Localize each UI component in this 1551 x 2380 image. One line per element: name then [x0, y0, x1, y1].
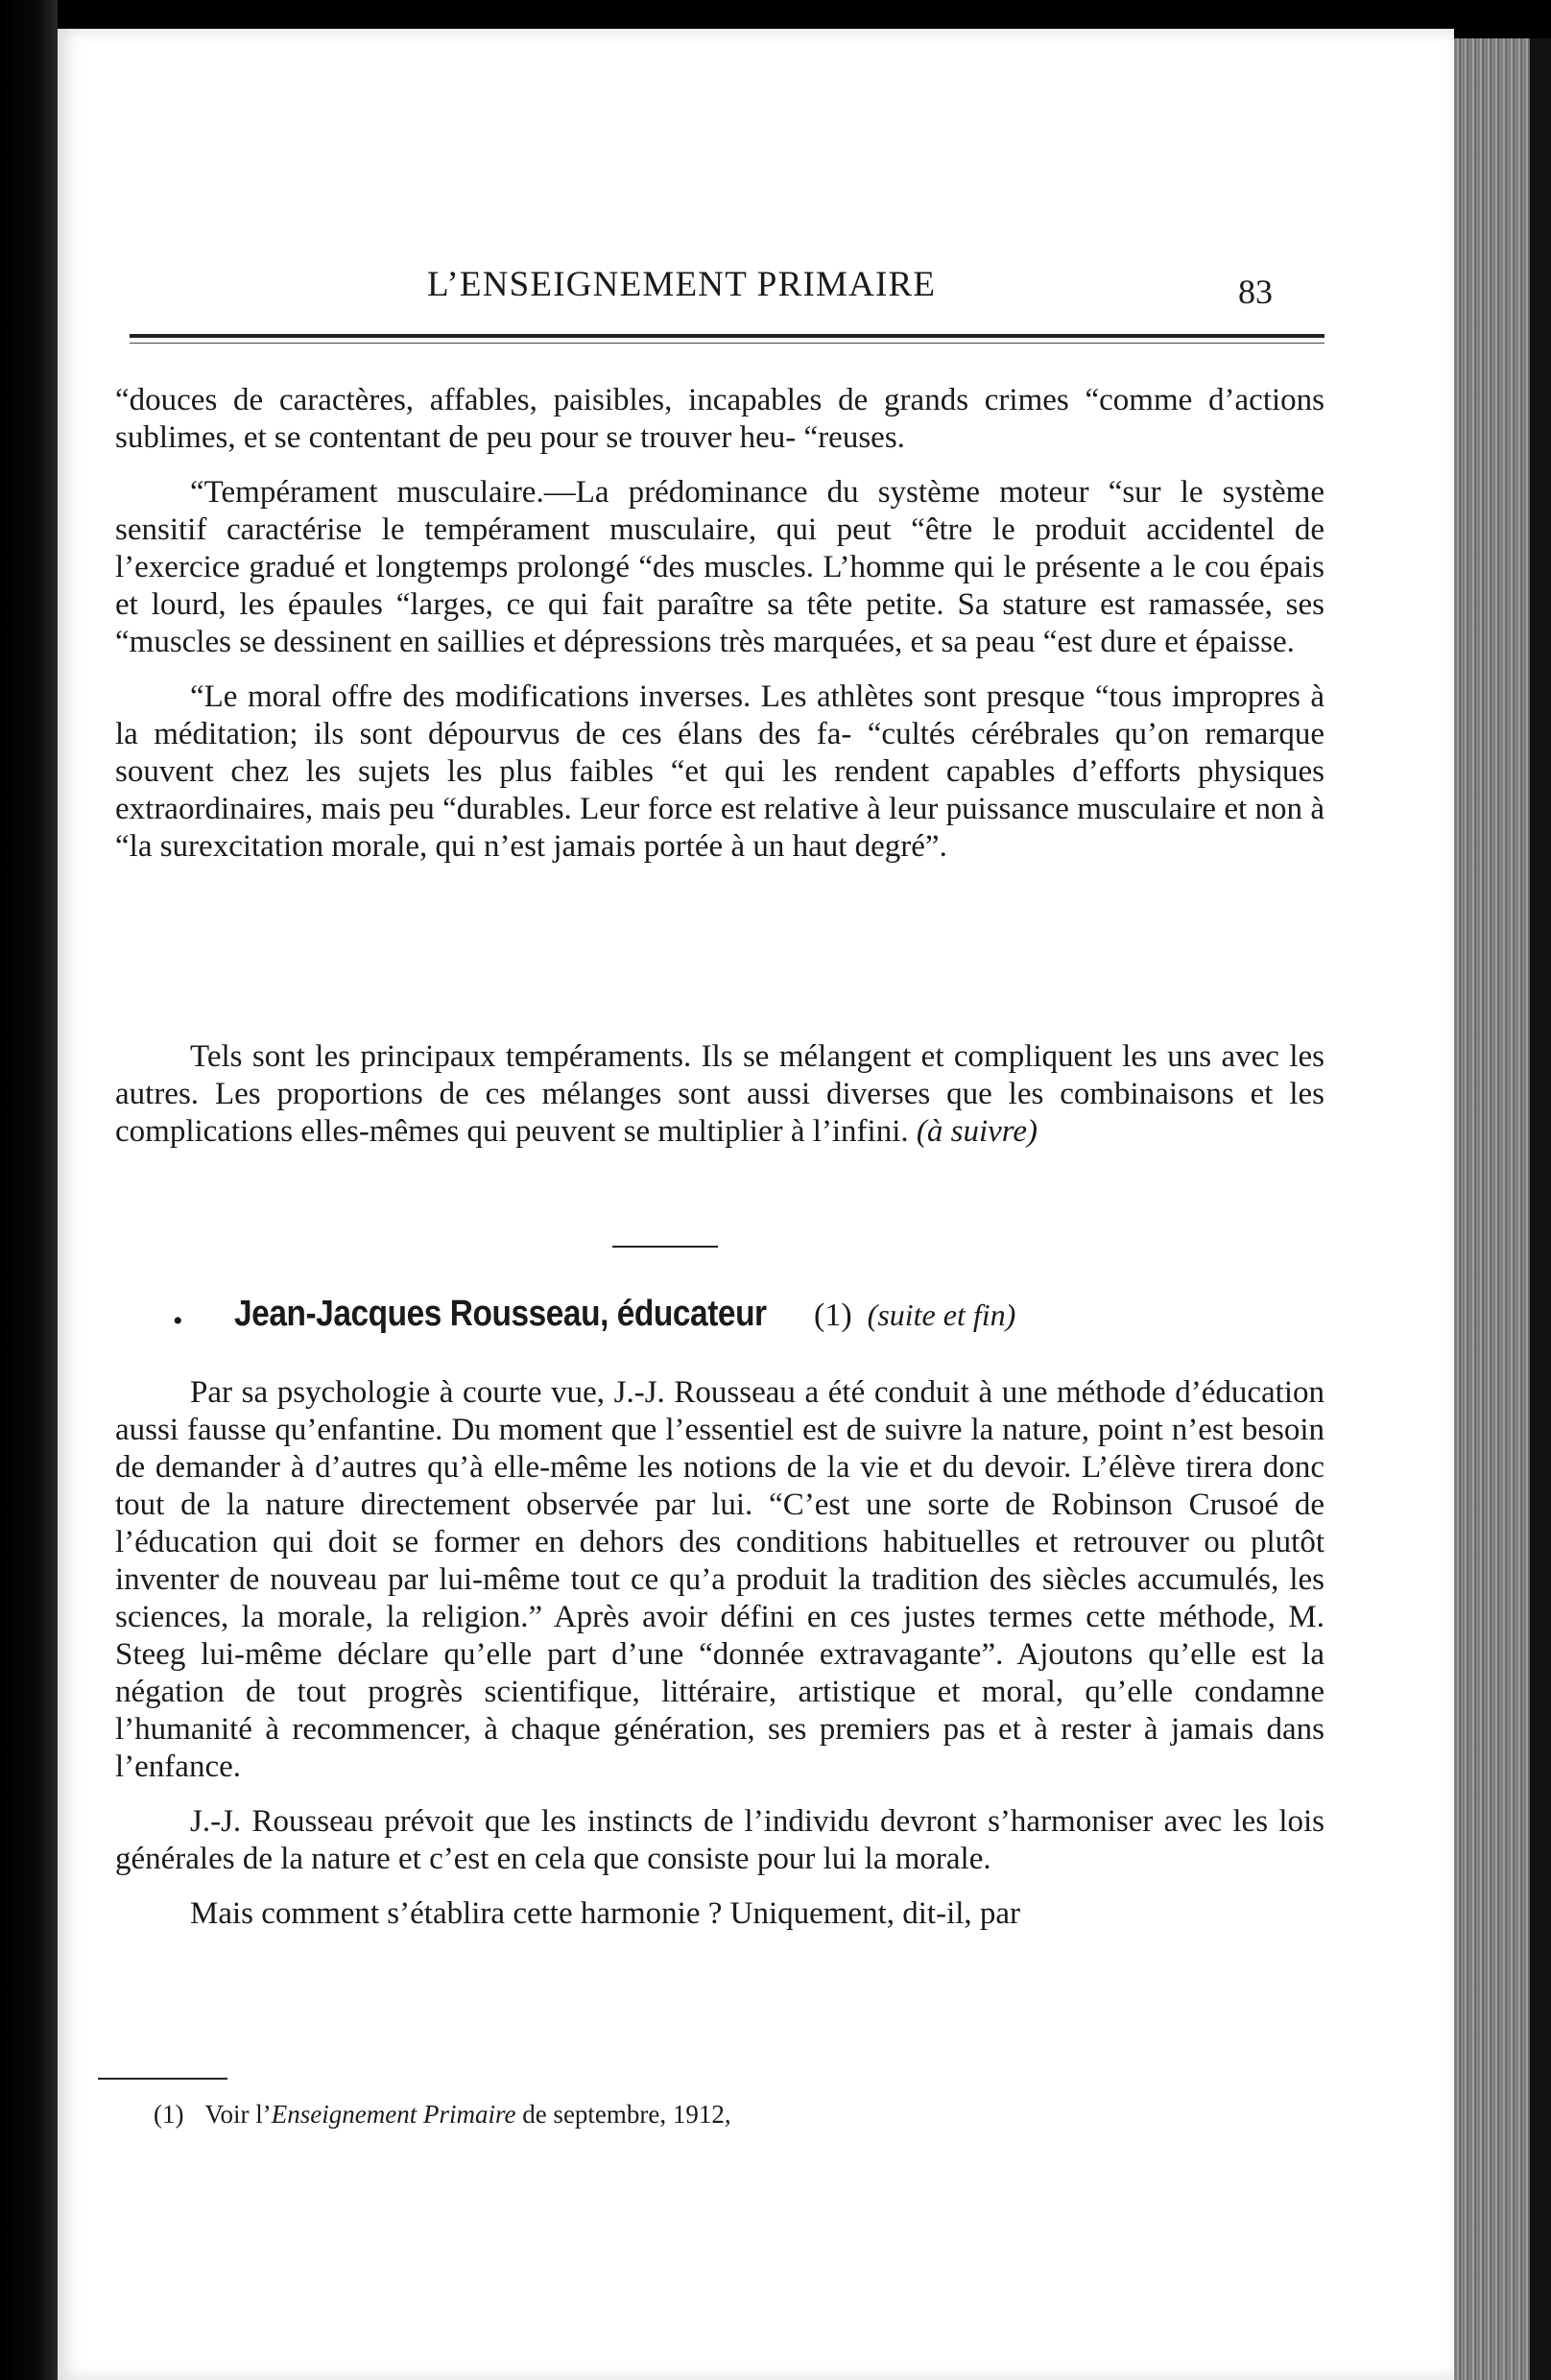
article-title: Jean-Jacques Rousseau, éducateur: [234, 1294, 767, 1334]
footnote-suffix: de septembre, 1912,: [515, 2100, 731, 2129]
body-paragraph: J.-J. Rousseau prévoit que les instincts de l’individu devront s’harmoniser avec les lois générales de la nature et c’est en cela que consiste pour lui la morale.: [115, 1804, 1324, 1876]
article-heading: [173, 1294, 1324, 1351]
footnote-journal: Enseignement Primaire: [271, 2100, 516, 2129]
quote-paragraph: “Le moral offre des modifications inverses. Les athlètes sont presque “tous impropres à la méditation; ils sont dépourvus de ces élans des fa- “cultés cérébrales qu’on remarque souvent chez les sujets les plus faibles “et qui les rendent capables d’efforts physiques extraordinaires, mais peu “durables. Leur force est relative à leur puissance musculaire et non à “la surexcitation morale, qui n’est jamais portée à un haut degré”.: [115, 679, 1324, 864]
book-page: [58, 29, 1454, 2380]
running-head: [58, 264, 1454, 312]
header-rule-thick: [130, 334, 1324, 338]
quote-paragraph: “Tempérament musculaire.—La prédominance du système moteur “sur le système sensitif caractérise le tempérament musculaire, qui peut “être le produit accidentel de l’exercice gradué et longtemps prolongé “des muscles. L’homme qui le présente a le cou épais et lourd, les épaules “larges, ce qui fait paraître sa tête petite. Sa stature est ramassée, ses “muscles se dessinent en saillies et dépressions très marquées, et sa peau “est dure et épaisse.: [115, 475, 1324, 659]
quote-paragraph: “douces de caractères, affables, paisibles, incapables de grands crimes “comme d’actions sublimes, et se contentant de peu pour se trouver heu- “reuses.: [115, 383, 1324, 455]
body-paragraph: Par sa psychologie à courte vue, J.-J. Rousseau a été conduit à une méthode d’éducation aussi fausse qu’enfantine. Du moment que l’essentiel est de suivre la nature, point n’est besoin de demander à d’autres qu’à elle-même les notions de la vie et du devoir. L’élève tirera donc tout de la nature directement observée par lui. “C’est une sorte de Robinson Crusoé de l’éducation qui doit se former en dehors des conditions habituelles et retrouver ou plutôt inventer de nouveau par lui-même tout ce qu’a produit la tradition des siècles accumulés, les sciences, la morale, la religion.” Après avoir défini en ces justes termes cette méthode, M. Steeg lui-même déclare qu’elle part d’une “donnée extravagante”. Ajoutons qu’elle est la négation de tout progrès scientifique, littéraire, artistique et moral, qu’elle condamne l’humanité à recommencer, à chaque génération, ses premiers pas et à rester à jamais dans l’enfance.: [115, 1375, 1324, 1784]
body-paragraph: Mais comment s’établira cette harmonie ? Uniquement, dit-il, par: [190, 1896, 1021, 1931]
page-edges: [1454, 38, 1551, 2380]
bullet-mark: •: [173, 1305, 183, 1338]
page-number: 83: [1238, 273, 1273, 311]
footnote: [154, 2100, 731, 2130]
to-be-continued-note: (à suivre): [916, 1114, 1038, 1149]
book-gutter-shadow: [0, 0, 58, 2380]
footnote-prefix: Voir l’: [204, 2100, 272, 2129]
closing-paragraph-text: Tels sont les principaux tempéraments. Ils se mélangent et compliquent les uns avec les autres. Les proportions de ces mélanges sont aussi diverses que les combinaisons et les complications elles-mêmes qui peuvent se multiplier à l’infini.: [115, 1039, 1324, 1149]
header-rule-thin: [130, 343, 1324, 344]
footnote-number: (1): [154, 2100, 184, 2129]
running-title: L’ENSEIGNEMENT PRIMAIRE: [427, 265, 937, 304]
footnote-reference: (1): [814, 1297, 852, 1333]
section-separator: [612, 1246, 718, 1248]
article-body: [115, 1374, 1324, 1933]
article-subtitle: (suite et fin): [867, 1297, 1016, 1332]
quoted-passage: [115, 382, 1324, 866]
closing-paragraph: [115, 1038, 1324, 1151]
footnote-rule: [98, 2078, 227, 2080]
